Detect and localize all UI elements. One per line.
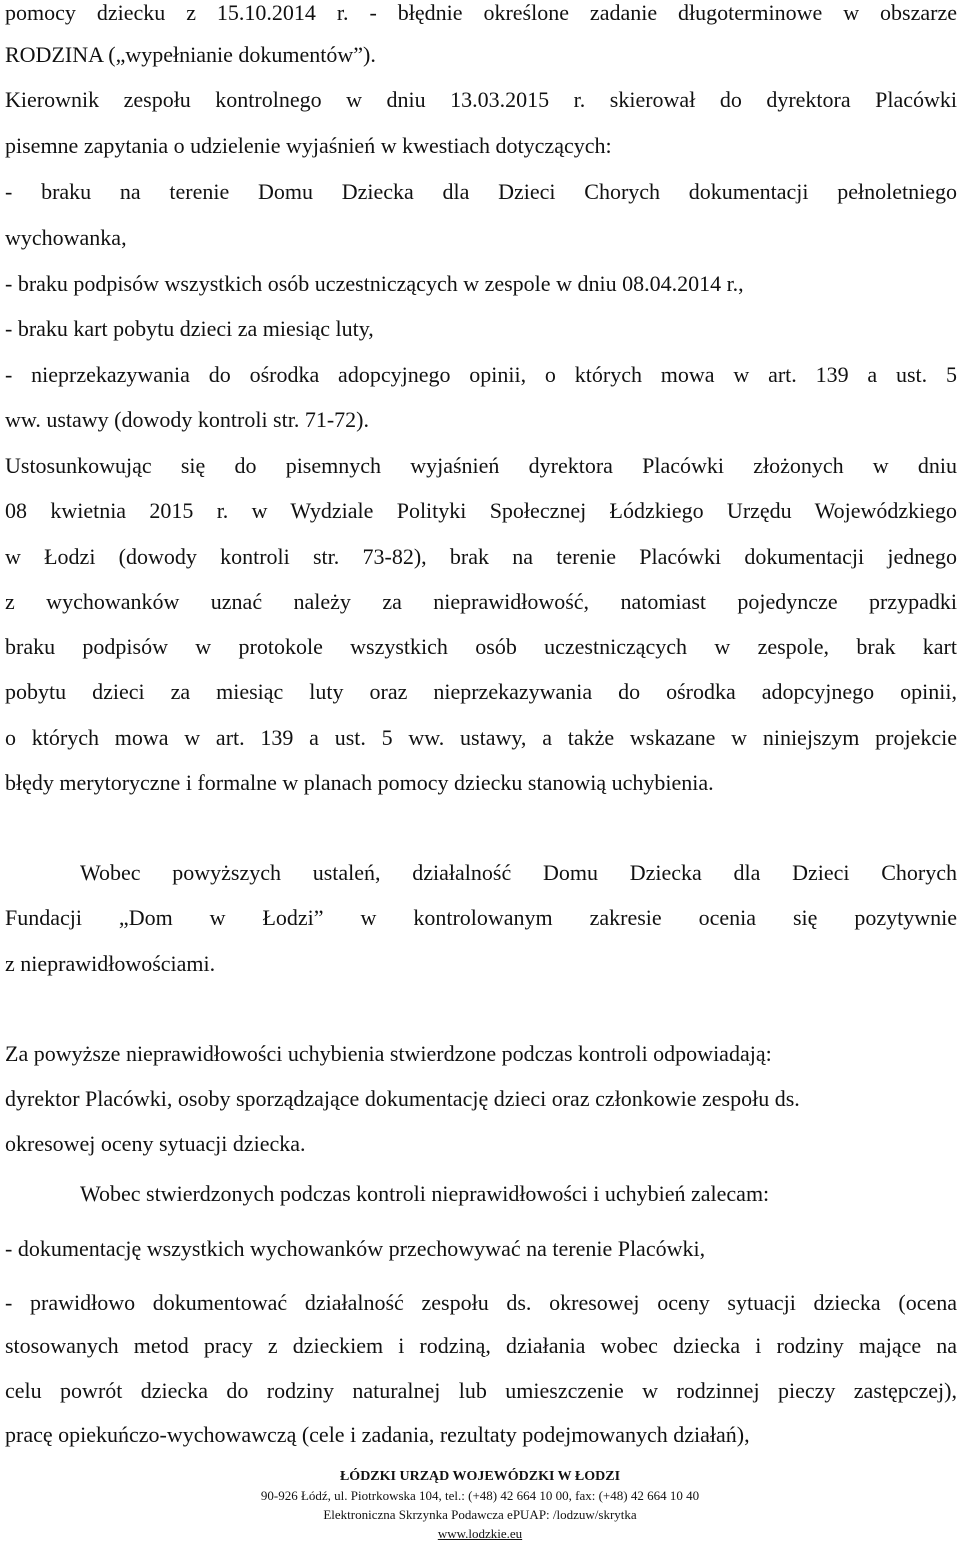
text-line: wychowanka, — [5, 225, 127, 250]
text-line: Wobec stwierdzonych podczas kontroli nieprawidłowości i uchybień zalecam: — [80, 1181, 770, 1206]
text-line: z wychowanków uznać należy za nieprawidłowość, natomiast pojedyncze przypadki — [5, 589, 957, 614]
footer-address: 90-926 Łódź, ul. Piotrkowska 104, tel.: (+48) 42 664 10 00, fax: (+48) 42 664 10 40 — [260, 1488, 700, 1503]
text-line: celu powrót dziecka do rodziny naturalnej lub umieszczenie w rodzinnej pieczy zastępczej), — [5, 1378, 957, 1403]
text-line: RODZINA („wypełnianie dokumentów”). — [5, 42, 376, 67]
footer-website-link[interactable]: www.lodzkie.eu — [437, 1526, 523, 1541]
text-line: - braku na terenie Domu Dziecka dla Dzieci Chorych dokumentacji pełnoletniego — [5, 179, 957, 204]
text-line: braku podpisów w protokole wszystkich osób uczestniczących w zespole, brak kart — [5, 634, 957, 659]
text-line: Wobec powyższych ustaleń, działalność Domu Dziecka dla Dzieci Chorych — [80, 860, 957, 885]
text-line: 08 kwietnia 2015 r. w Wydziale Polityki Społecznej Łódzkiego Urzędu Wojewódzkiego — [5, 498, 957, 523]
text-line: pomocy dziecku z 15.10.2014 r. - błędnie określone zadanie długoterminowe w obszarze — [5, 0, 957, 25]
text-line: pobytu dzieci za miesiąc luty oraz nieprzekazywania do ośrodka adopcyjnego opinii, — [5, 679, 957, 704]
text-line: Kierownik zespołu kontrolnego w dniu 13.03.2015 r. skierował do dyrektora Placówki — [5, 87, 957, 112]
text-line: o których mowa w art. 139 a ust. 5 ww. ustawy, a także wskazane w niniejszym projekcie — [5, 725, 957, 750]
text-line: pracę opiekuńczo-wychowawczą (cele i zadania, rezultaty podejmowanych działań), — [5, 1422, 750, 1447]
footer-organization: ŁÓDZKI URZĄD WOJEWÓDZKI W ŁODZI — [339, 1469, 621, 1484]
text-line: - nieprzekazywania do ośrodka adopcyjnego opinii, o których mowa w art. 139 a ust. 5 — [5, 362, 957, 387]
text-line: - prawidłowo dokumentować działalność zespołu ds. okresowej oceny sytuacji dziecka (ocena — [5, 1290, 957, 1315]
text-line: stosowanych metod pracy z dzieckiem i rodziną, działania wobec dziecka i rodziny mające na — [5, 1333, 957, 1358]
text-line: Za powyższe nieprawidłowości uchybienia stwierdzone podczas kontroli odpowiadają: — [5, 1041, 772, 1066]
text-line: Ustosunkowując się do pisemnych wyjaśnień dyrektora Placówki złożonych w dniu — [5, 453, 957, 478]
text-line: błędy merytoryczne i formalne w planach pomocy dziecku stanowią uchybienia. — [5, 770, 714, 795]
footer-epuap: Elektroniczna Skrzynka Podawcza ePUAP: /lodzuw/skrytka — [323, 1507, 637, 1522]
text-line: - dokumentację wszystkich wychowanków przechowywać na terenie Placówki, — [5, 1236, 706, 1261]
text-line: - braku podpisów wszystkich osób uczestniczących w zespole w dniu 08.04.2014 r., — [5, 271, 744, 296]
text-line: w Łodzi (dowody kontroli str. 73-82), brak na terenie Placówki dokumentacji jednego — [5, 544, 957, 569]
text-line: pisemne zapytania o udzielenie wyjaśnień w kwestiach dotyczących: — [5, 133, 612, 158]
text-line: - braku kart pobytu dzieci za miesiąc luty, — [5, 316, 374, 341]
text-line: Fundacji „Dom w Łodzi” w kontrolowanym zakresie ocenia się pozytywnie — [5, 905, 957, 930]
text-line: z nieprawidłowościami. — [5, 951, 216, 976]
text-line: okresowej oceny sytuacji dziecka. — [5, 1131, 306, 1156]
text-line: dyrektor Placówki, osoby sporządzające dokumentację dzieci oraz członkowie zespołu ds. — [5, 1086, 800, 1111]
text-line: ww. ustawy (dowody kontroli str. 71-72). — [5, 407, 369, 432]
